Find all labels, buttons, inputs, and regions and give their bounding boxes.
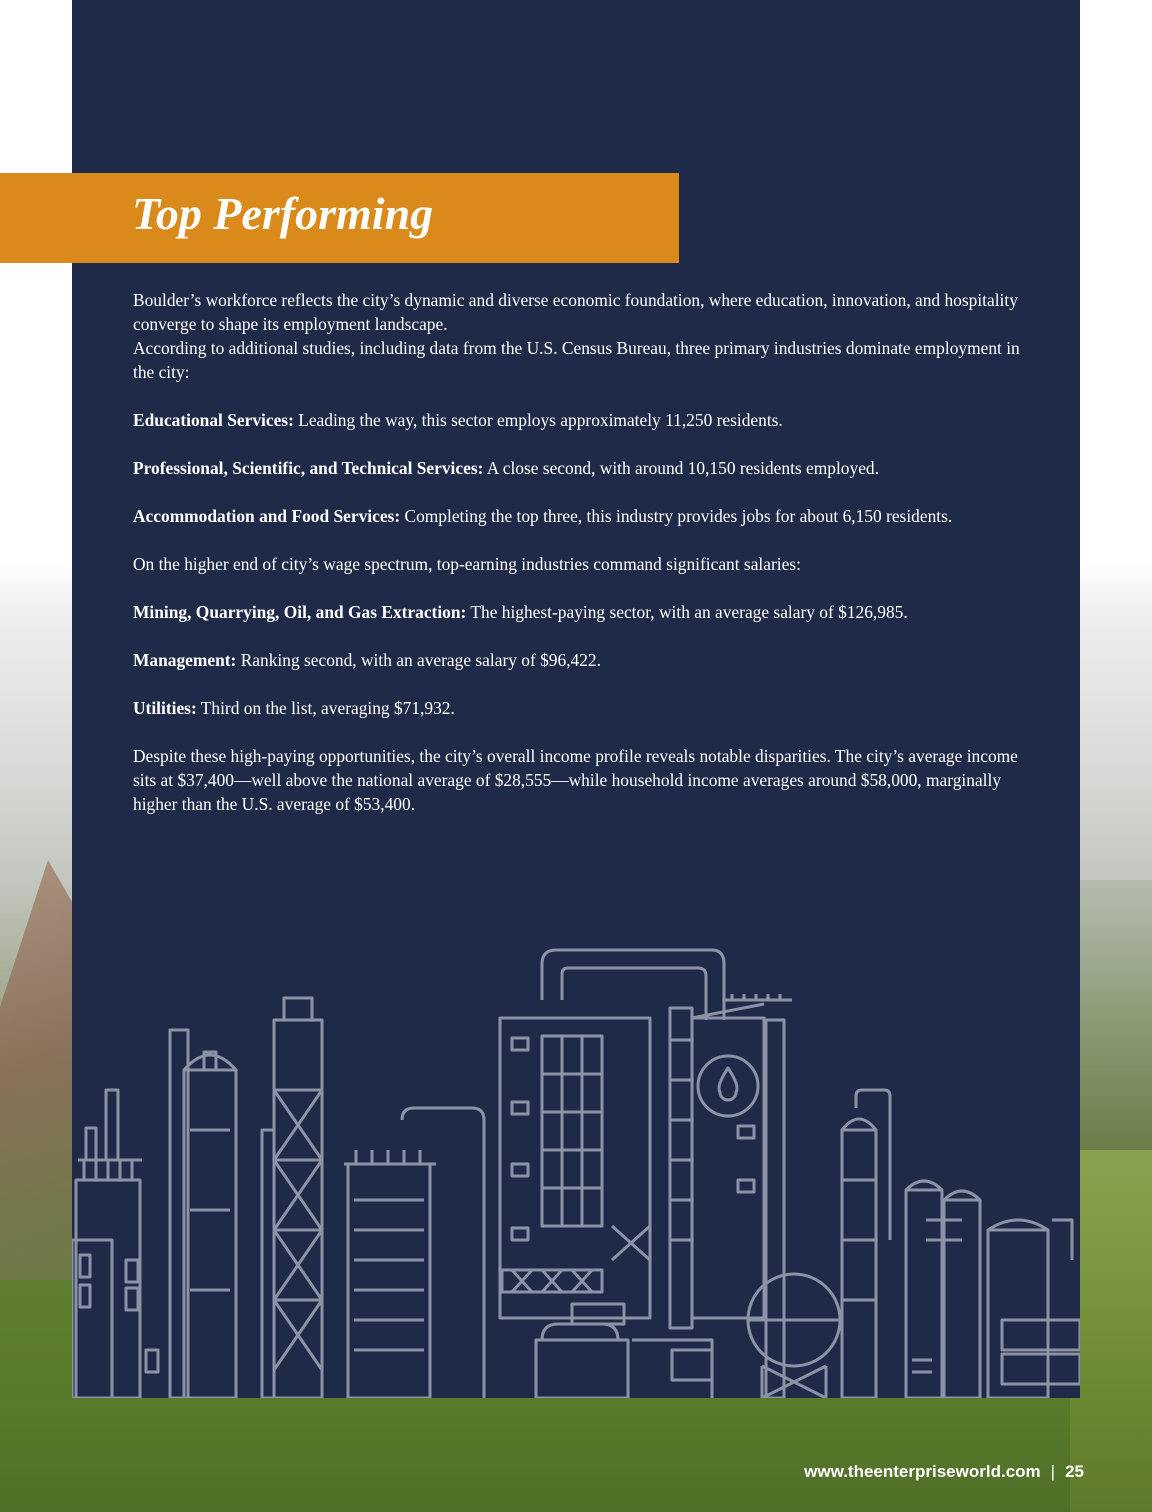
conclusion-paragraph: Despite these high-paying opportunities, the city’s overall income profile reveals notable disparities. The city’s average income sits at $37,400—well above the national average of $28,555—while household income averages around $58,000, marginally higher than the U.S. average of $53,400. — [133, 746, 1018, 814]
wage-intro: On the higher end of city’s wage spectrum, top-earning industries command significant salaries: — [133, 554, 801, 574]
article-body — [133, 288, 1033, 816]
green-hill — [1070, 1150, 1152, 1512]
section-title: Top Performing — [132, 188, 434, 239]
salary-item — [133, 648, 1033, 672]
salary-text: Ranking second, with an average salary of $96,422. — [236, 650, 601, 670]
tree-line — [1070, 880, 1152, 1180]
industry-item — [133, 408, 1033, 432]
industrial-skyline-illustration — [72, 940, 1080, 1398]
salary-label: Utilities: — [133, 698, 197, 718]
salary-label: Management: — [133, 650, 237, 670]
website-link[interactable]: www.theenterpriseworld.com — [804, 1462, 1041, 1481]
intro-paragraph-2: According to additional studies, including data from the U.S. Census Bureau, three primary industries dominate employment in the city: — [133, 338, 1020, 382]
salary-text: Third on the list, averaging $71,932. — [196, 698, 455, 718]
industry-text: A close second, with around 10,150 residents employed. — [483, 458, 879, 478]
salary-item — [133, 696, 1033, 720]
salary-item — [133, 600, 1033, 624]
industry-item — [133, 456, 1033, 480]
industry-text: Completing the top three, this industry provides jobs for about 6,150 residents. — [400, 506, 953, 526]
industry-item — [133, 504, 1033, 528]
page-footer — [804, 1462, 1084, 1482]
salary-text: The highest-paying sector, with an average salary of $126,985. — [466, 602, 908, 622]
intro-paragraph-1: Boulder’s workforce reflects the city’s dynamic and diverse economic foundation, where education, innovation, and hospitality converge to shape its employment landscape. — [133, 290, 1018, 334]
industry-label: Educational Services: — [133, 410, 294, 430]
industry-text: Leading the way, this sector employs approximately 11,250 residents. — [293, 410, 783, 430]
footer-separator: | — [1050, 1462, 1056, 1481]
page-number: 25 — [1065, 1462, 1084, 1481]
industry-label: Accommodation and Food Services: — [133, 506, 401, 526]
industry-label: Professional, Scientific, and Technical Services: — [133, 458, 484, 478]
salary-label: Mining, Quarrying, Oil, and Gas Extraction: — [133, 602, 467, 622]
